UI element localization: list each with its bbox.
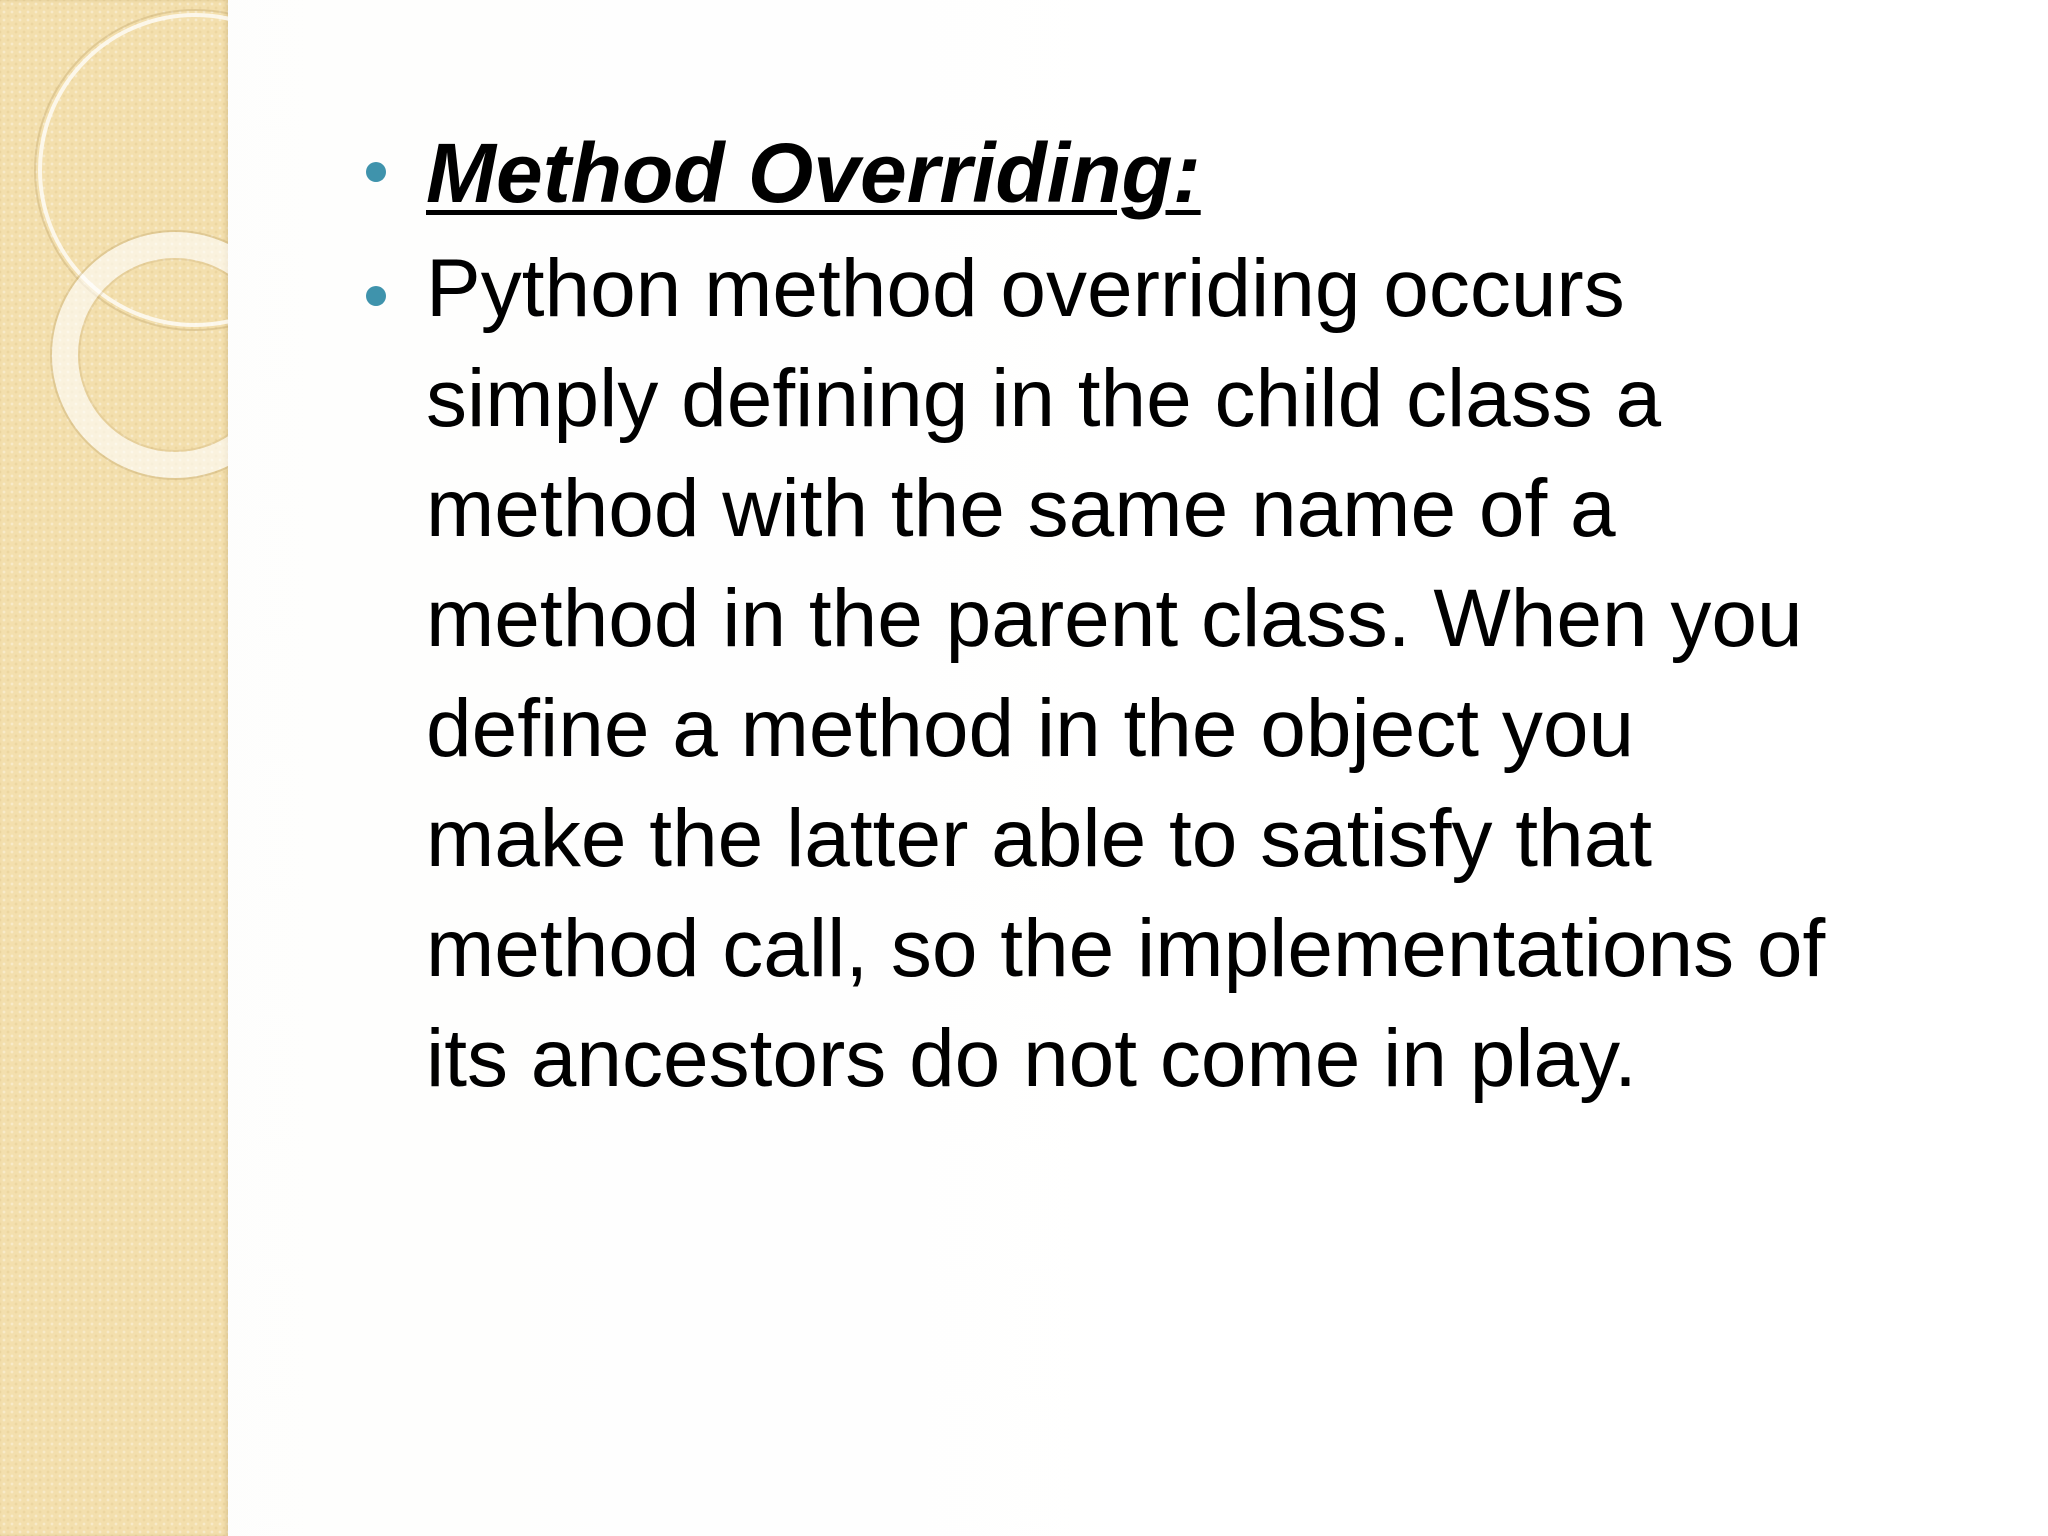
bullet-dot-icon: [366, 162, 386, 182]
decorative-rings-icon: [0, 0, 228, 520]
bullet-item-body: [350, 234, 2010, 1114]
slide-content: [350, 118, 2010, 1114]
bullet-dot-icon: [366, 286, 386, 306]
decorative-side-panel: [0, 0, 228, 1536]
bullet-item-heading: [350, 118, 2010, 228]
section-heading: Method Overriding:: [426, 126, 1201, 220]
body-paragraph: Python method overriding occurs simply defining in the child class a method with the same name of a method in the parent class. When you define a method in the object you make the latter able to satisfy that method call, so the implementations of its ancestors do not come in play.: [426, 243, 1826, 1104]
